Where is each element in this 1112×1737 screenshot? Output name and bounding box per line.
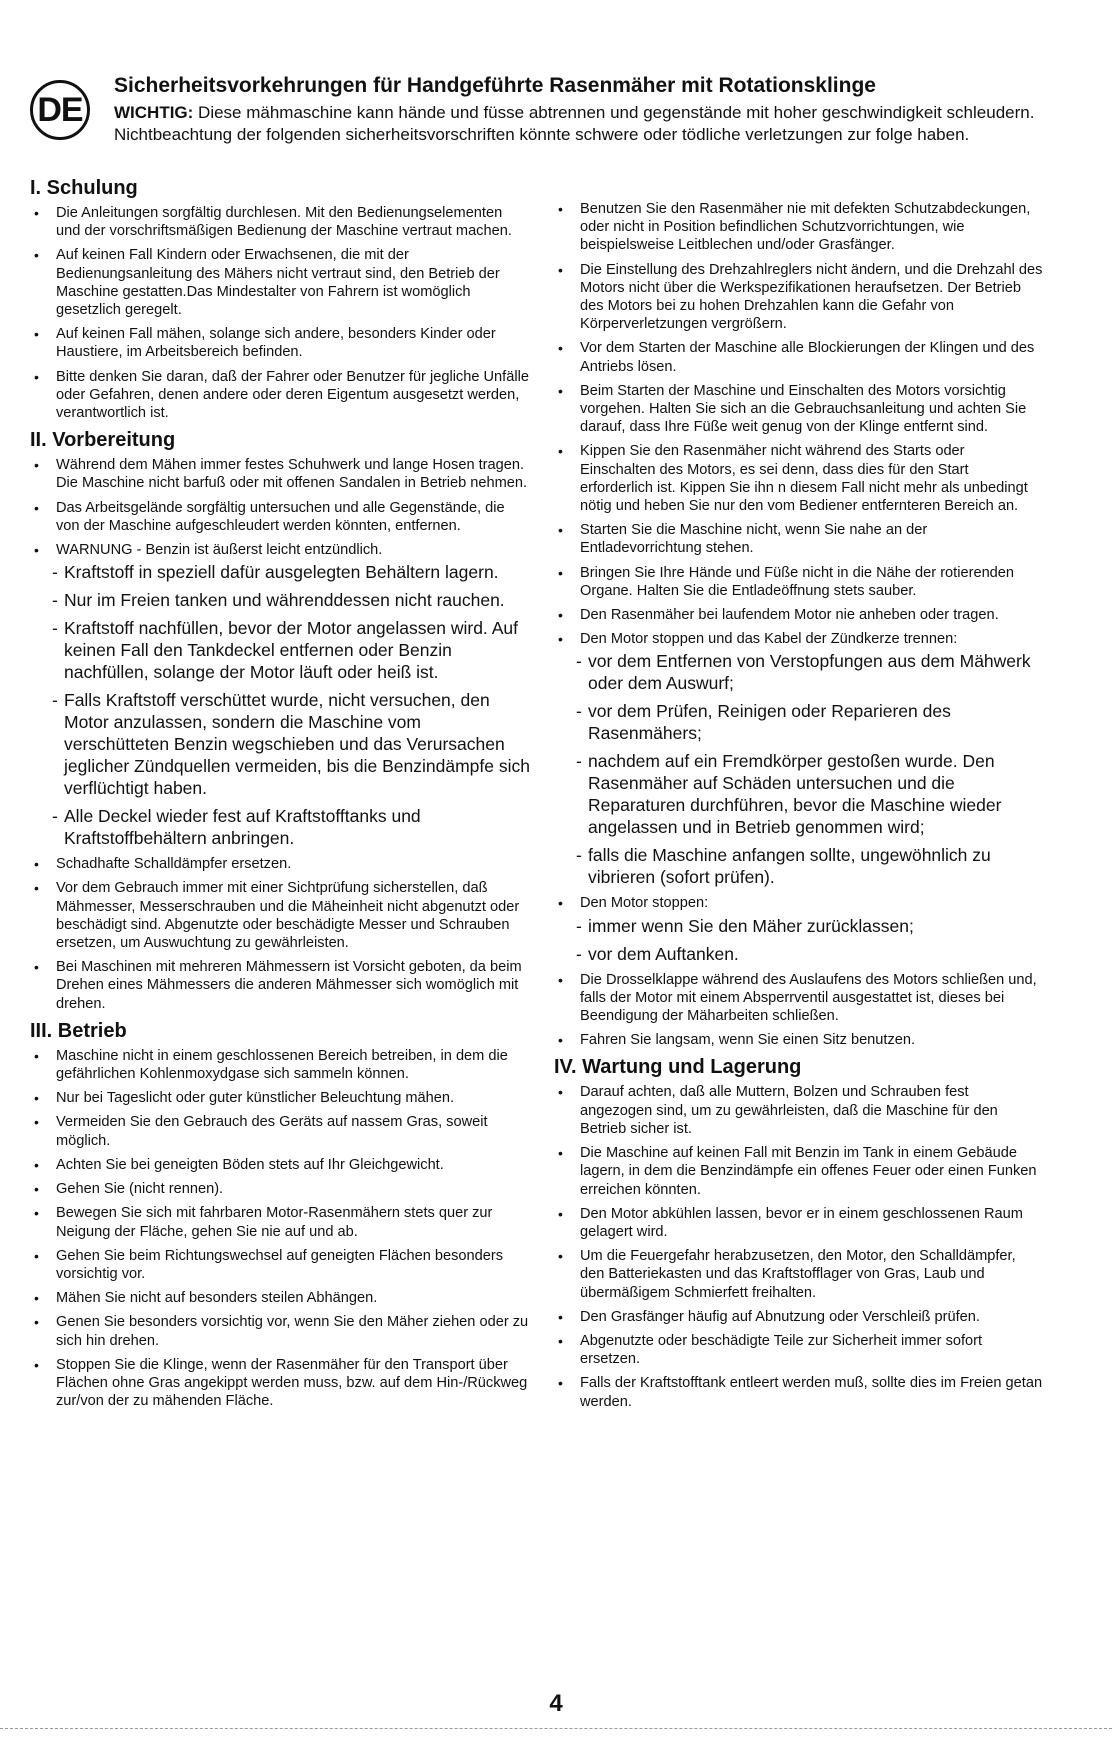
right-column (554, 200, 1044, 1417)
list-item: • Die Maschine auf keinen Fall mit Benzin im Tank in einem Gebäude lagern, in dem die Benzindämpfe ein offenes Feuer oder einen Funken erreichen könnten. (554, 1144, 1044, 1199)
section-heading-wartung: IV. Wartung und Lagerung (554, 1056, 802, 1079)
list-item: • Nur bei Tageslicht oder guter künstlicher Beleuchtung mähen. (30, 1089, 530, 1107)
section-heading-schulung: I. Schulung (30, 177, 138, 199)
motor-stop-sublist (554, 915, 1044, 965)
list-item: • Gehen Sie (nicht rennen). (30, 1180, 530, 1198)
safety-header (114, 72, 1046, 146)
list-item: • Gehen Sie beim Richtungswechsel auf geneigten Flächen besonders vorsichtig vor. (30, 1247, 530, 1283)
sub-item: - vor dem Prüfen, Reinigen oder Reparieren des Rasenmähers; (554, 700, 1044, 744)
sub-item: - vor dem Entfernen von Verstopfungen aus dem Mähwerk oder dem Auswurf; (554, 650, 1044, 694)
important-warning (114, 102, 1046, 146)
footer-divider (0, 1728, 1112, 1730)
list-item: • Falls der Kraftstofftank entleert werden muß, sollte dies im Freien getan werden. (554, 1374, 1044, 1410)
sub-item: - immer wenn Sie den Mäher zurücklassen; (554, 915, 1044, 937)
fuel-warning-sublist (30, 561, 530, 849)
list-item: • Benutzen Sie den Rasenmäher nie mit defekten Schutzabdeckungen, oder nicht in Position befindlichen Schutzvorrichtungen, wie beispielsweise Leitblechen und/oder Grasfänger. (554, 200, 1044, 255)
list-item: • Mähen Sie nicht auf besonders steilen Abhängen. (30, 1289, 530, 1307)
sub-item: - Nur im Freien tanken und währenddessen nicht rauchen. (30, 589, 530, 611)
list-item: • Genen Sie besonders vorsichtig vor, wenn Sie den Mäher ziehen oder zu sich hin drehen. (30, 1313, 530, 1349)
list-item: • Vor dem Starten der Maschine alle Blockierungen der Klingen und des Antriebs lösen. (554, 339, 1044, 375)
section-heading-betrieb: III. Betrieb (30, 1019, 127, 1042)
list-item-warning (30, 541, 530, 849)
page-title: Sicherheitsvorkehrungen für Handgeführte Rasenmäher mit Rotationsklinge (114, 74, 876, 97)
list-item: • Maschine nicht in einem geschlossenen Bereich betreiben, in dem die gefährlichen Kohlenmoxydgase sich sammeln können. (30, 1047, 530, 1083)
list-item: • Vor dem Gebrauch immer mit einer Sichtprüfung sicherstellen, daß Mähmesser, Messerschrauben und die Mäheinheit nicht abgenutzt oder beschädigt sind. Abgenutzte oder beschädigte Messer und Schrauben ersetzen, um Auswuchtung zu gewährleisten. (30, 879, 530, 952)
list-item: • Fahren Sie langsam, wenn Sie einen Sitz benutzen. (554, 1031, 1044, 1049)
warning-text: Diese mähmaschine kann hände und füsse abtrennen und gegenstände mit hoher geschwindigkeit schleudern. Nichtbeachtung der folgenden sicherheitsvorschriften könnte schwere oder tödliche verletzungen zur folge haben. (114, 103, 1035, 144)
sub-item: - Alle Deckel wieder fest auf Kraftstofftanks und Kraftstoffbehältern anbringen. (30, 805, 530, 849)
page-number: 4 (549, 1690, 563, 1717)
list-item: • Kippen Sie den Rasenmäher nicht während des Starts oder Einschalten des Motors, es sei denn, dass dies für den Start erforderlich ist. Kippen Sie ihn n diesem Fall nicht mehr als unbedingt nötig und heben Sie nur den vom Bediener entfernteren Bereich an. (554, 442, 1044, 515)
list-item: • Stoppen Sie die Klinge, wenn der Rasenmäher für den Transport über Flächen ohne Gras angekippt werden muss, bzw. auf dem Hin-/Rückweg zur/von der zu mähenden Fläche. (30, 1356, 530, 1411)
list-item: • Die Drosselklappe während des Auslaufens des Motors schließen und, falls der Motor mit einem Absperrventil ausgestattet ist, dieses bei Beendigung der Mäharbeiten schließen. (554, 971, 1044, 1026)
list-item: • Während dem Mähen immer festes Schuhwerk und lange Hosen tragen. Die Maschine nicht barfuß oder mit offenen Sandalen in Betrieb nehmen. (30, 456, 530, 492)
list-item: • Bei Maschinen mit mehreren Mähmessern ist Vorsicht geboten, da beim Drehen eines Mähmessers die anderen Mähmesser sich womöglich mit drehen. (30, 958, 530, 1013)
list-item: • Bringen Sie Ihre Hände und Füße nicht in die Nähe der rotierenden Organe. Halten Sie die Entladeöffnung stets sauber. (554, 564, 1044, 600)
list-item: • Um die Feuergefahr herabzusetzen, den Motor, den Schalldämpfer, den Batteriekasten und das Kraftstofflager von Gras, Laub und übermäßigem Schmierfett freihalten. (554, 1247, 1044, 1302)
list-item: • Die Anleitungen sorgfältig durchlesen. Mit den Bedienungselementen und der vorschriftsmäßigen Bedienung der Maschine vertraut machen. (30, 204, 530, 240)
list-item: • Auf keinen Fall mähen, solange sich andere, besonders Kinder oder Haustiere, im Arbeitsbereich befinden. (30, 325, 530, 361)
list-item: • Vermeiden Sie den Gebrauch des Geräts auf nassem Gras, soweit möglich. (30, 1113, 530, 1149)
stop-engine-text: Den Motor stoppen und das Kabel der Zündkerze trennen: (580, 631, 958, 648)
list-wartung (554, 1083, 1044, 1410)
list-item: • Starten Sie die Maschine nicht, wenn Sie nahe an der Entladevorrichtung stehen. (554, 521, 1044, 557)
list-item: • Den Motor abkühlen lassen, bevor er in einem geschlossenen Raum gelagert wird. (554, 1205, 1044, 1241)
motor-stop-text: Den Motor stoppen: (580, 895, 709, 912)
list-item: • Den Rasenmäher bei laufendem Motor nie anheben oder tragen. (554, 606, 1044, 624)
list-betrieb-left (30, 1047, 530, 1410)
list-item: • Darauf achten, daß alle Muttern, Bolzen und Schrauben fest angezogen sind, um zu gewährleisten, daß die Maschine für den Betrieb sicher ist. (554, 1083, 1044, 1138)
section-heading-vorbereitung: II. Vorbereitung (30, 429, 176, 452)
list-item-stop-engine (554, 630, 1044, 888)
list-item: • Achten Sie bei geneigten Böden stets auf Ihr Gleichgewicht. (30, 1156, 530, 1174)
sub-item: - Kraftstoff in speziell dafür ausgelegten Behältern lagern. (30, 561, 530, 583)
list-betrieb-right (554, 200, 1044, 1049)
sub-item: - Falls Kraftstoff verschüttet wurde, nicht versuchen, den Motor anzulassen, sondern die Maschine vom verschütteten Benzin wegschieben und das Verursachen jeglicher Zündquellen vermeiden, bis die Benzindämpfe sich verflüchtigt haben. (30, 689, 530, 799)
sub-item: - nachdem auf ein Fremdkörper gestoßen wurde. Den Rasenmäher auf Schäden untersuchen und die Reparaturen durchführen, bevor die Maschine wieder angelassen und in Betrieb genommen wird; (554, 750, 1044, 838)
list-item: • Abgenutzte oder beschädigte Teile zur Sicherheit immer sofort ersetzen. (554, 1332, 1044, 1368)
list-item: • Schadhafte Schalldämpfer ersetzen. (30, 855, 530, 873)
list-item: • Beim Starten der Maschine und Einschalten des Motors vorsichtig vorgehen. Halten Sie sich an die Gebrauchsanleitung und achten Sie darauf, dass Ihre Füße weit genug von der Klinge entfernt sind. (554, 382, 1044, 437)
left-column (30, 176, 530, 1416)
list-item: • Bewegen Sie sich mit fahrbaren Motor-Rasenmähern stets quer zur Neigung der Fläche, gehen Sie nie auf und ab. (30, 1204, 530, 1240)
warning-heading: WARNUNG - Benzin ist äußerst leicht entzündlich. (56, 542, 383, 559)
language-badge-de: DE (30, 80, 90, 140)
list-item: • Bitte denken Sie daran, daß der Fahrer oder Benutzer für jegliche Unfälle oder Gefahren, denen andere oder deren Eigentum ausgesetzt werden, verantwortlich ist. (30, 368, 530, 423)
warning-label: WICHTIG: (114, 103, 194, 122)
list-item-motor-stop (554, 894, 1044, 964)
sub-item: - Kraftstoff nachfüllen, bevor der Motor angelassen wird. Auf keinen Fall den Tankdeckel entfernen oder Benzin nachfüllen, solange der Motor läuft oder heiß ist. (30, 617, 530, 683)
list-schulung (30, 204, 530, 422)
sub-item: - falls die Maschine anfangen sollte, ungewöhnlich zu vibrieren (sofort prüfen). (554, 844, 1044, 888)
list-item: • Auf keinen Fall Kindern oder Erwachsenen, die mit der Bedienungsanleitung des Mähers nicht vertraut sind, den Betrieb der Maschine gestatten.Das Mindestalter von Fahrern ist womöglich gesetzlich geregelt. (30, 246, 530, 319)
sub-item: - vor dem Auftanken. (554, 943, 1044, 965)
list-item: • Den Grasfänger häufig auf Abnutzung oder Verschleiß prüfen. (554, 1308, 1044, 1326)
list-item: • Das Arbeitsgelände sorgfältig untersuchen und alle Gegenstände, die von der Maschine aufgeschleudert werden könnten, entfernen. (30, 499, 530, 535)
list-vorbereitung (30, 456, 530, 1013)
list-item: • Die Einstellung des Drehzahlreglers nicht ändern, und die Drehzahl des Motors nicht über die Werkspezifikationen heraufsetzen. Der Betrieb des Motors bei zu hohen Drehzahlen kann die Gefahr von Körperverletzungen vergrößern. (554, 261, 1044, 334)
stop-engine-sublist (554, 650, 1044, 888)
